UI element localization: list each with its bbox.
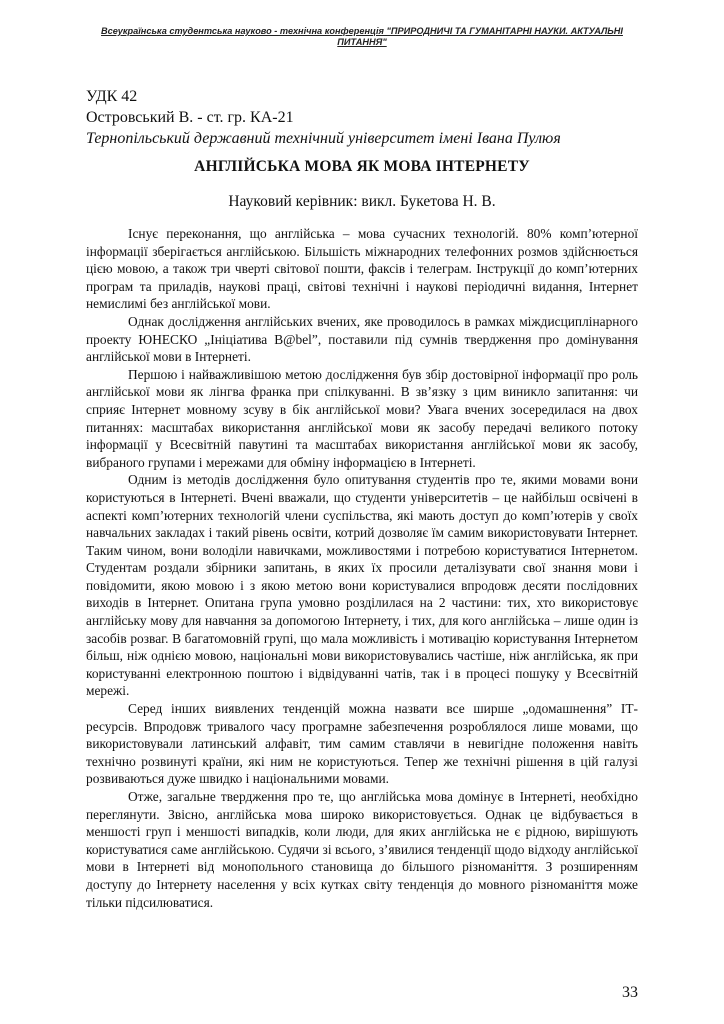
paragraph: Серед інших виявлених тенденцій можна назвати все ширше „одомашнення” ІТ-ресурсів. Впродовж тривалого часу програмне забезпечення розроблялося лише мовами, що використовували латинський алфавіт, тим самим ставлячи в невигідне положення навіть технічно розвинуті країни, які ним не користуються. Тепер же технічні рішення в цій галузі розвиваються дуже швидко і національними мовами. — [86, 701, 638, 787]
paragraph: Першою і найважливішою метою дослідження був збір достовірної інформації про роль англійської мови як лінгва франка при спілкуванні. В зв’язку з цим виникло запитання: чи сприяє Інтернет мовному зсуву в бік англійської мови? Увага вчених зосередилася на двох питаннях: масштабах використання англійської мови як засобу передачі великого потоку інформації у Всесвітній павутині та масштабах використання англійської мови як засобу, вибраного групами і мережами для обміну інформацією в Інтернеті. — [86, 366, 638, 470]
affiliation: Тернопільський державний технічний університет імені Івана Пулюя — [86, 130, 561, 147]
author-line: Островський В. - ст. гр. КА-21 — [86, 109, 294, 126]
paper-meta — [86, 86, 664, 149]
page-number: 33 — [622, 984, 638, 1001]
conference-header: Всеукраїнська студентська науково - технічна конференція "ПРИРОДНИЧІ ТА ГУМАНІТАРНІ НАУКИ. АКТУАЛЬНІ ПИТАННЯ" — [101, 26, 623, 47]
udc-code: УДК 42 — [86, 88, 138, 105]
paper-title: АНГЛІЙСЬКА МОВА ЯК МОВА ІНТЕРНЕТУ — [194, 158, 530, 175]
advisor-line: Науковий керівник: викл. Букетова Н. В. — [228, 193, 496, 210]
paragraph: Однак дослідження англійських вчених, яке проводилось в рамках міждисциплінарного проекту ЮНЕСКО „Ініціатива B@bel”, поставили під сумнів твердження про домінування англійської мови в Інтернеті. — [86, 313, 638, 365]
paragraph: Одним із методів дослідження було опитування студентів про те, якими мовами вони користуються в Інтернеті. Вчені вважали, що студенти університетів – це найбільш освічені в аспекті комп’ютерних технологій члени суспільства, які мають доступ до комп’ютерів у своїх навчальних закладах і такий рівень освіти, котрий дозволяє їм самим використовувати Інтернет. Таким чином, вони володіли навичками, можливостями і потребою користуватися Інтернетом. Студентам роздали збірники запитань, в яких їх просили деталізувати свої знання мови і повідомити, якою мовою і з якою метою вони користувалися впродовж десяти послідовних виходів в Інтернет. Опитана група умовно розділилася на 2 частини: тих, хто використовує англійську мову для навчання за допомогою Інтернету, і тих, для кого англійська – лише один із засобів розваг. В багатомовній групі, що мала можливість і мотивацію користування Інтернетом більш, ніж однією мовою, національні мови використовувались частіше, ніж англійська, як при користуванні електронною поштою і відвідуванні чатів, так і в процесі пошуку у Всесвітній мережі. — [86, 472, 638, 699]
paper-body — [86, 225, 638, 911]
paragraph: Існує переконання, що англійська – мова сучасних технологій. 80% комп’ютерної інформації зберігається англійською. Більшість міжнародних телефонних розмов здійснюється цією мовою, а також три чверті світової пошти, факсів і телеграм. Інструкції до комп’ютерних програм та приладів, наукові праці, світові технічні і наукові періодичні видання, Інтернет немислимі без англійської мови. — [86, 226, 638, 312]
paragraph: Отже, загальне твердження про те, що англійська мова домінує в Інтернеті, необхідно переглянути. Звісно, англійська мова широко використовується. Однак це відбувається в меншості груп і меншості випадків, коли люди, для яких англійська не є рідною, вирішують користуватися саме англійською. Судячи зі всього, з’явилися тенденції щодо відходу англійської мови в Інтернеті від монопольного становища до більшого різноманіття. З розширенням доступу до Інтернету населення у всіх кутках світу тенденція до мовного різноманіття може тільки підсилюватися. — [86, 789, 638, 910]
